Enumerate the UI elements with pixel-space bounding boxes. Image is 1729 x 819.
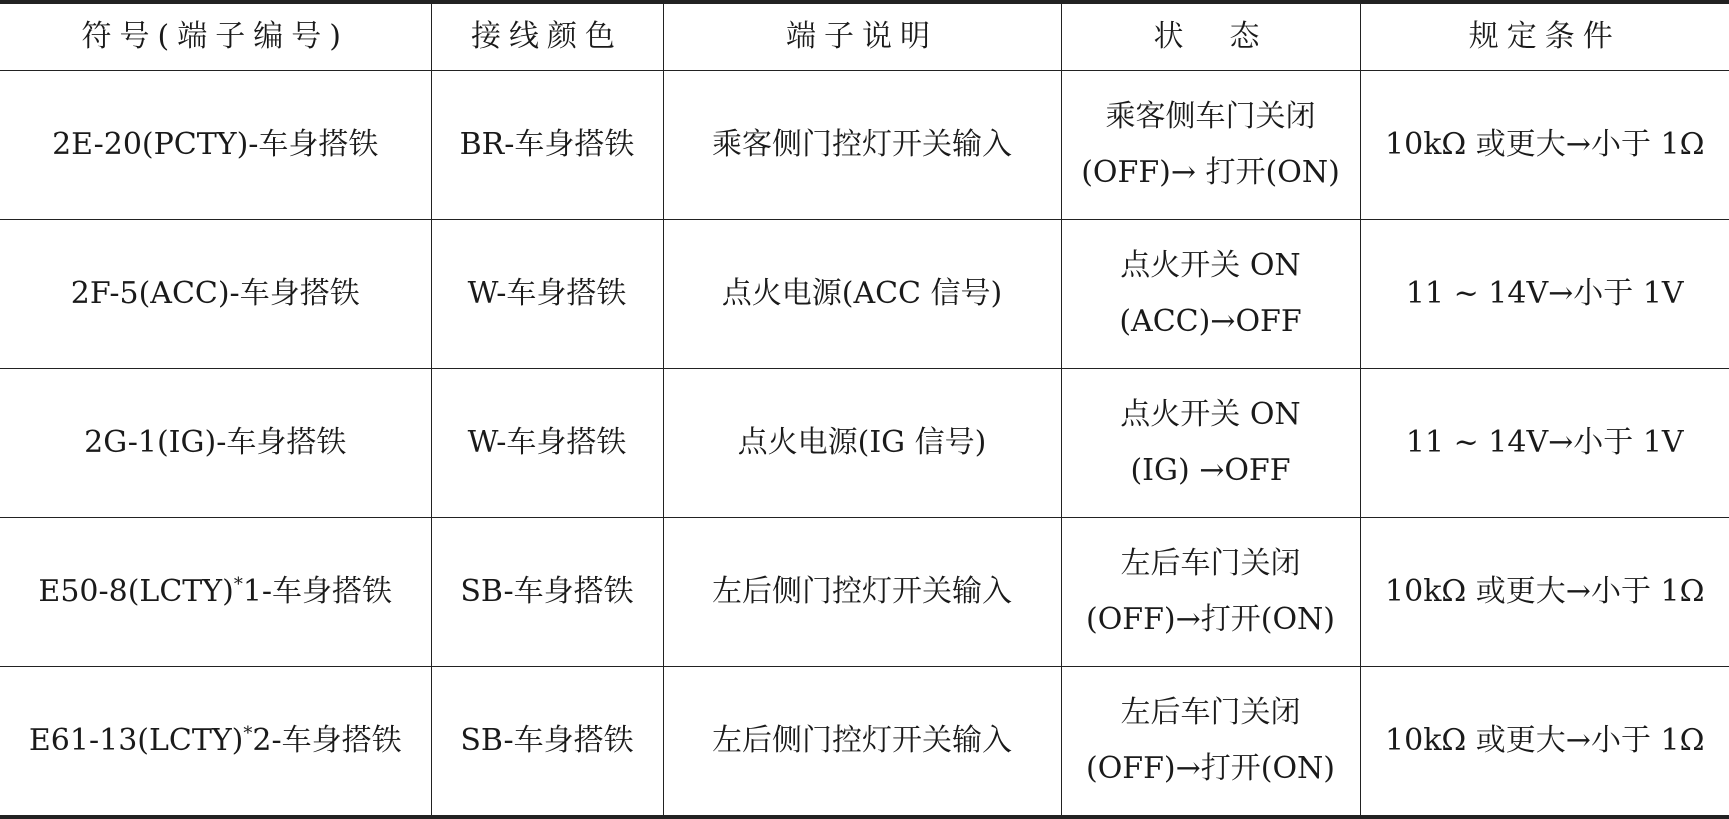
header-state: 状 态 bbox=[1061, 2, 1360, 71]
cell-wire-color: SB-车身搭铁 bbox=[431, 667, 663, 818]
cell-condition: 10kΩ 或更大→小于 1Ω bbox=[1360, 71, 1729, 220]
state-line-2: (OFF)→ 打开(ON) bbox=[1081, 155, 1340, 190]
cell-state bbox=[1061, 220, 1360, 369]
state-line-1: 乘客侧车门关闭 bbox=[1105, 99, 1316, 134]
cell-wire-color: BR-车身搭铁 bbox=[431, 71, 663, 220]
cell-condition: 11 ~ 14V→小于 1V bbox=[1360, 220, 1729, 369]
cell-state bbox=[1061, 71, 1360, 220]
symbol-footnote-mark: * bbox=[243, 723, 253, 744]
cell-description: 乘客侧门控灯开关输入 bbox=[663, 71, 1061, 220]
cell-symbol bbox=[0, 71, 431, 220]
cell-condition: 10kΩ 或更大→小于 1Ω bbox=[1360, 667, 1729, 818]
cell-wire-color: SB-车身搭铁 bbox=[431, 518, 663, 667]
table-row bbox=[0, 369, 1729, 518]
state-line-2: (OFF)→打开(ON) bbox=[1085, 751, 1336, 786]
symbol-text: 2G-1(IG)-车身搭铁 bbox=[84, 425, 347, 460]
cell-state bbox=[1061, 518, 1360, 667]
cell-symbol bbox=[0, 369, 431, 518]
cell-symbol bbox=[0, 220, 431, 369]
state-line-1: 左后车门关闭 bbox=[1120, 695, 1301, 730]
header-wire-color: 接线颜色 bbox=[431, 2, 663, 71]
cell-description: 点火电源(IG 信号) bbox=[663, 369, 1061, 518]
symbol-text: 2F-5(ACC)-车身搭铁 bbox=[70, 276, 360, 311]
symbol-text: E50-8(LCTY) bbox=[38, 574, 234, 609]
cell-symbol bbox=[0, 518, 431, 667]
symbol-text-suffix: 2-车身搭铁 bbox=[252, 723, 402, 758]
symbol-text-suffix: 1-车身搭铁 bbox=[242, 574, 393, 609]
cell-wire-color: W-车身搭铁 bbox=[431, 369, 663, 518]
symbol-footnote-mark: * bbox=[233, 574, 243, 595]
table-row bbox=[0, 667, 1729, 818]
cell-condition: 10kΩ 或更大→小于 1Ω bbox=[1360, 518, 1729, 667]
symbol-text: 2E-20(PCTY)-车身搭铁 bbox=[52, 127, 379, 162]
table-row bbox=[0, 220, 1729, 369]
cell-wire-color: W-车身搭铁 bbox=[431, 220, 663, 369]
header-description: 端子说明 bbox=[663, 2, 1061, 71]
state-line-1: 点火开关 ON bbox=[1120, 397, 1301, 432]
state-line-2: (OFF)→打开(ON) bbox=[1085, 602, 1336, 637]
symbol-text: E61-13(LCTY) bbox=[28, 723, 244, 758]
table-row bbox=[0, 71, 1729, 220]
cell-description: 左后侧门控灯开关输入 bbox=[663, 518, 1061, 667]
cell-description: 左后侧门控灯开关输入 bbox=[663, 667, 1061, 818]
table-header-row bbox=[0, 2, 1729, 71]
header-symbol: 符号(端子编号) bbox=[0, 2, 431, 71]
state-line-1: 左后车门关闭 bbox=[1120, 546, 1301, 581]
state-line-2: (IG) →OFF bbox=[1130, 453, 1291, 488]
cell-state bbox=[1061, 667, 1360, 818]
header-condition: 规定条件 bbox=[1360, 2, 1729, 71]
state-line-2: (ACC)→OFF bbox=[1119, 304, 1302, 339]
cell-state bbox=[1061, 369, 1360, 518]
table-row bbox=[0, 518, 1729, 667]
cell-condition: 11 ~ 14V→小于 1V bbox=[1360, 369, 1729, 518]
cell-description: 点火电源(ACC 信号) bbox=[663, 220, 1061, 369]
cell-symbol bbox=[0, 667, 431, 818]
state-line-1: 点火开关 ON bbox=[1120, 248, 1301, 283]
